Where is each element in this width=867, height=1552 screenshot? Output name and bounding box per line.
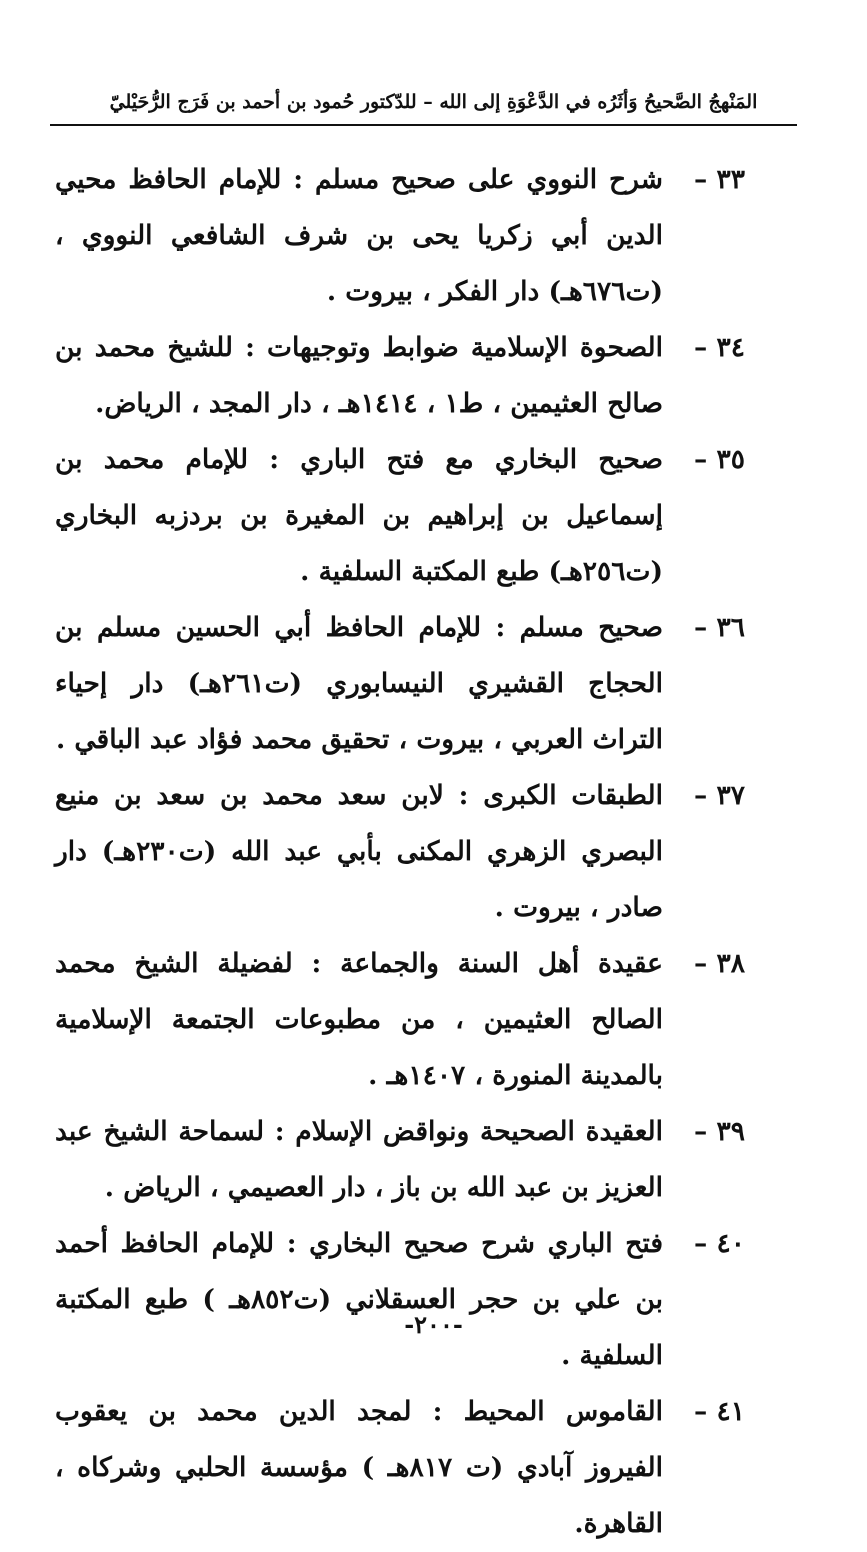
- entry-number: ٣٤ –: [694, 332, 745, 363]
- entry-text: الطبقات الكبرى : لابن سعد محمد بن سعد بن منيع البصري الزهري المكنى بأبي عبد الله (ت٢٣٠هـ) دار صادر ، بيروت .: [55, 780, 663, 923]
- bibliography-list: [55, 152, 745, 1552]
- bibliography-entry: [55, 936, 745, 1104]
- entry-text: شرح النووي على صحيح مسلم : للإمام الحافظ محيي الدين أبي زكريا يحى بن شرف الشافعي النووي ، (ت٦٧٦هـ) دار الفكر ، بيروت .: [55, 164, 663, 307]
- entry-text: العقيدة الصحيحة ونواقض الإسلام : لسماحة الشيخ عبد العزيز بن عبد الله بن باز ، دار العصيمي ، الرياض .: [55, 1116, 663, 1203]
- bibliography-entry: [55, 768, 745, 936]
- header-divider: [50, 124, 797, 126]
- bibliography-entry: [55, 152, 745, 320]
- bibliography-entry: [55, 320, 745, 432]
- entry-number: ٣٦ –: [694, 612, 745, 643]
- entry-text: القاموس المحيط : لمجد الدين محمد بن يعقوب الفيروز آبادي (ت ٨١٧هـ ) مؤسسة الحلبي وشركاه ، القاهرة.: [55, 1396, 663, 1539]
- entry-number: ٤١ –: [694, 1396, 745, 1427]
- page-number: -٢٠٠-: [404, 1310, 463, 1339]
- bibliography-entry: [55, 432, 745, 600]
- entry-number: ٣٣ –: [694, 164, 745, 195]
- bibliography-entry: [55, 1216, 745, 1384]
- bibliography-entry: [55, 1384, 745, 1552]
- entry-text: فتح الباري شرح صحيح البخاري : للإمام الحافظ أحمد بن علي بن حجر العسقلاني (ت٨٥٢هـ ) طبع المكتبة السلفية .: [55, 1228, 663, 1371]
- entry-number: ٣٧ –: [694, 780, 745, 811]
- entry-number: ٤٠ –: [694, 1228, 745, 1259]
- entry-text: عقيدة أهل السنة والجماعة : لفضيلة الشيخ محمد الصالح العثيمين ، من مطبوعات الجتمعة الإسلامية بالمدينة المنورة ، ١٤٠٧هـ .: [55, 948, 663, 1091]
- entry-text: الصحوة الإسلامية ضوابط وتوجيهات : للشيخ محمد بن صالح العثيمين ، ط١ ، ١٤١٤هـ ، دار المجد ، الرياض.: [55, 332, 663, 419]
- bibliography-entry: [55, 1104, 745, 1216]
- entry-text: صحيح البخاري مع فتح الباري : للإمام محمد بن إسماعيل بن إبراهيم بن المغيرة بن بردزبه البخاري (ت٢٥٦هـ) طبع المكتبة السلفية .: [55, 444, 663, 587]
- entry-text: صحيح مسلم : للإمام الحافظ أبي الحسين مسلم بن الحجاج القشيري النيسابوري (ت٢٦١هـ) دار إحياء التراث العربي ، بيروت ، تحقيق محمد فؤاد عبد الباقي .: [55, 612, 663, 755]
- entry-number: ٣٥ –: [694, 444, 745, 475]
- running-header: المَنْهجُ الصَّحيحُ وَأثَرُه في الدَّعْوَةِ إلى الله – للدّكتور حُمود بن أحمد بن فَرَج الرُّحَيْليّ: [109, 91, 758, 113]
- entry-number: ٣٨ –: [694, 948, 745, 979]
- entry-number: ٣٩ –: [694, 1116, 745, 1147]
- bibliography-entry: [55, 600, 745, 768]
